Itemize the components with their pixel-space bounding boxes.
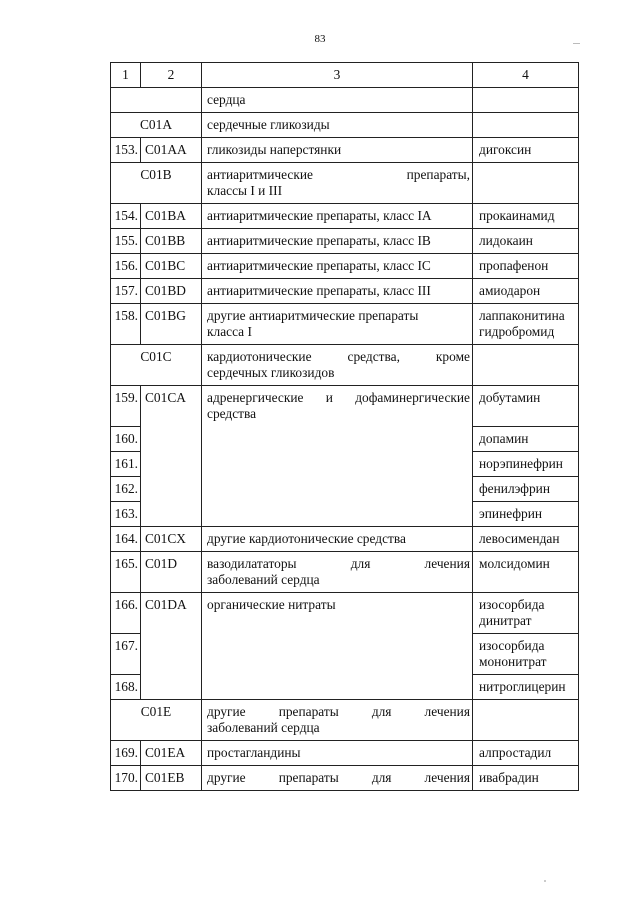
table-row (111, 254, 579, 279)
row-number-cell: 160. (111, 426, 141, 451)
description-cell: антиаритмические препараты, класс III (202, 279, 473, 304)
description-line: адренергические и дофаминергические (207, 390, 470, 405)
atc-code-cell: C01BB (141, 229, 202, 254)
description-cell: органические нитраты (202, 592, 473, 633)
drug-name-cell: лидокаин (473, 229, 579, 254)
table-row (111, 451, 579, 476)
description-cell (202, 699, 473, 740)
row-number-cell: 161. (111, 451, 141, 476)
table-row (111, 345, 579, 386)
empty-cell (473, 113, 579, 138)
table-row (111, 674, 579, 699)
atc-code-cell: C01B (111, 163, 202, 204)
row-number-cell: 158. (111, 304, 141, 345)
row-number-cell: 167. (111, 633, 141, 674)
scan-mark (544, 880, 546, 882)
row-number-cell: 168. (111, 674, 141, 699)
drug-name-cell: добутамин (473, 386, 579, 427)
description-cell (202, 163, 473, 204)
drug-name-cell: амиодарон (473, 279, 579, 304)
empty-cell (202, 426, 473, 451)
empty-cell (202, 451, 473, 476)
description-cell: антиаритмические препараты, класс IB (202, 229, 473, 254)
empty-cell (141, 451, 202, 476)
description-cell: антиаритмические препараты, класс IC (202, 254, 473, 279)
atc-code-cell: C01D (141, 551, 202, 592)
description-line: другие препараты для лечения (207, 769, 470, 785)
description-cell (202, 304, 473, 345)
description-cell: сердечные гликозиды (202, 113, 473, 138)
row-number-cell: 165. (111, 551, 141, 592)
table-row (111, 476, 579, 501)
empty-cell (141, 476, 202, 501)
empty-cell (473, 88, 579, 113)
description-line: антиаритмические препараты, (207, 167, 470, 182)
scan-mark (573, 43, 580, 44)
atc-code-cell: C01BG (141, 304, 202, 345)
drug-name-cell: эпинефрин (473, 501, 579, 526)
table-row (111, 229, 579, 254)
table-row (111, 765, 579, 790)
column-header: 1 (111, 63, 141, 88)
drug-name-line: изосорбида (479, 637, 545, 653)
drug-name-cell: норэпинефрин (473, 451, 579, 476)
drug-name-cell (473, 304, 579, 345)
empty-cell (111, 88, 202, 113)
drug-name-cell (473, 633, 579, 674)
column-header: 3 (202, 63, 473, 88)
table-row (111, 163, 579, 204)
atc-code-cell: C01BC (141, 254, 202, 279)
description-line: класса I (207, 324, 252, 339)
row-number-cell: 155. (111, 229, 141, 254)
atc-code-cell: C01E (111, 699, 202, 740)
empty-cell (473, 163, 579, 204)
description-cell: простагландины (202, 740, 473, 765)
row-number-cell: 154. (111, 204, 141, 229)
drug-name-cell: молсидомин (473, 551, 579, 592)
table-row (111, 526, 579, 551)
drug-name-cell: прокаинамид (473, 204, 579, 229)
empty-cell (141, 501, 202, 526)
drug-name-line: мононитрат (479, 653, 547, 669)
drug-name-cell: фенилэфрин (473, 476, 579, 501)
column-header: 4 (473, 63, 579, 88)
empty-cell (473, 345, 579, 386)
description-line: кардиотонические средства, кроме (207, 349, 470, 364)
description-line: сердечных гликозидов (207, 365, 335, 380)
empty-cell (202, 476, 473, 501)
empty-cell (141, 674, 202, 699)
row-number-cell: 153. (111, 138, 141, 163)
table-row (111, 279, 579, 304)
description-cell: другие кардиотонические средства (202, 526, 473, 551)
drug-name-cell: пропафенон (473, 254, 579, 279)
atc-code-cell: C01A (111, 113, 202, 138)
description-line: заболеваний сердца (207, 719, 320, 735)
empty-cell (473, 699, 579, 740)
row-number-cell: 164. (111, 526, 141, 551)
row-number-cell: 159. (111, 386, 141, 427)
table-row (111, 501, 579, 526)
row-number-cell: 166. (111, 592, 141, 633)
row-number-cell: 170. (111, 765, 141, 790)
atc-code-cell: C01CX (141, 526, 202, 551)
table-row (111, 386, 579, 427)
description-line: классы I и III (207, 183, 283, 198)
drug-name-cell: допамин (473, 426, 579, 451)
table-row (111, 592, 579, 633)
drug-name-line: изосорбида (479, 596, 545, 612)
table-row (111, 426, 579, 451)
description-cell: антиаритмические препараты, класс IA (202, 204, 473, 229)
description-cell: гликозиды наперстянки (202, 138, 473, 163)
page-number: 83 (314, 33, 326, 45)
description-cell (202, 765, 473, 790)
row-number-cell: 163. (111, 501, 141, 526)
description-line: другие антиаритмические препараты (207, 308, 419, 323)
atc-code-cell: C01AA (141, 138, 202, 163)
row-number-cell: 169. (111, 740, 141, 765)
table-row (111, 633, 579, 674)
drug-name-cell: левосимендан (473, 526, 579, 551)
description-line: вазодилататоры для лечения (207, 555, 470, 571)
table-row (111, 138, 579, 163)
drug-name-cell: ивабрадин (473, 765, 579, 790)
drug-name-cell (473, 592, 579, 633)
table-row (111, 88, 579, 113)
drug-name-line: динитрат (479, 612, 532, 628)
description-line: другие препараты для лечения (207, 703, 470, 719)
empty-cell (141, 426, 202, 451)
row-number-cell: 162. (111, 476, 141, 501)
empty-cell (141, 633, 202, 674)
row-number-cell: 157. (111, 279, 141, 304)
drug-name-cell: алпростадил (473, 740, 579, 765)
column-header: 2 (141, 63, 202, 88)
drug-name-cell: дигоксин (473, 138, 579, 163)
table-row (111, 699, 579, 740)
description-cell (202, 386, 473, 427)
atc-code-cell: C01DA (141, 592, 202, 633)
empty-cell (202, 674, 473, 699)
empty-cell (202, 633, 473, 674)
description-cell (202, 551, 473, 592)
atc-code-cell: C01EA (141, 740, 202, 765)
atc-code-cell: C01EB (141, 765, 202, 790)
atc-code-cell: C01BD (141, 279, 202, 304)
table-row (111, 551, 579, 592)
row-number-cell: 156. (111, 254, 141, 279)
drug-classification-table (110, 62, 579, 791)
description-cell: сердца (202, 88, 473, 113)
table-row (111, 113, 579, 138)
drug-name-cell: нитроглицерин (473, 674, 579, 699)
table-row (111, 204, 579, 229)
drug-name-line: лаппаконитина (479, 308, 565, 323)
table-row (111, 740, 579, 765)
description-cell (202, 345, 473, 386)
drug-name-line: гидробромид (479, 324, 555, 339)
table-header-row (111, 63, 579, 88)
empty-cell (202, 501, 473, 526)
atc-code-cell: C01BA (141, 204, 202, 229)
description-line: заболеваний сердца (207, 571, 320, 587)
atc-code-cell: C01CA (141, 386, 202, 427)
table-row (111, 304, 579, 345)
description-line: средства (207, 406, 257, 421)
atc-code-cell: C01C (111, 345, 202, 386)
